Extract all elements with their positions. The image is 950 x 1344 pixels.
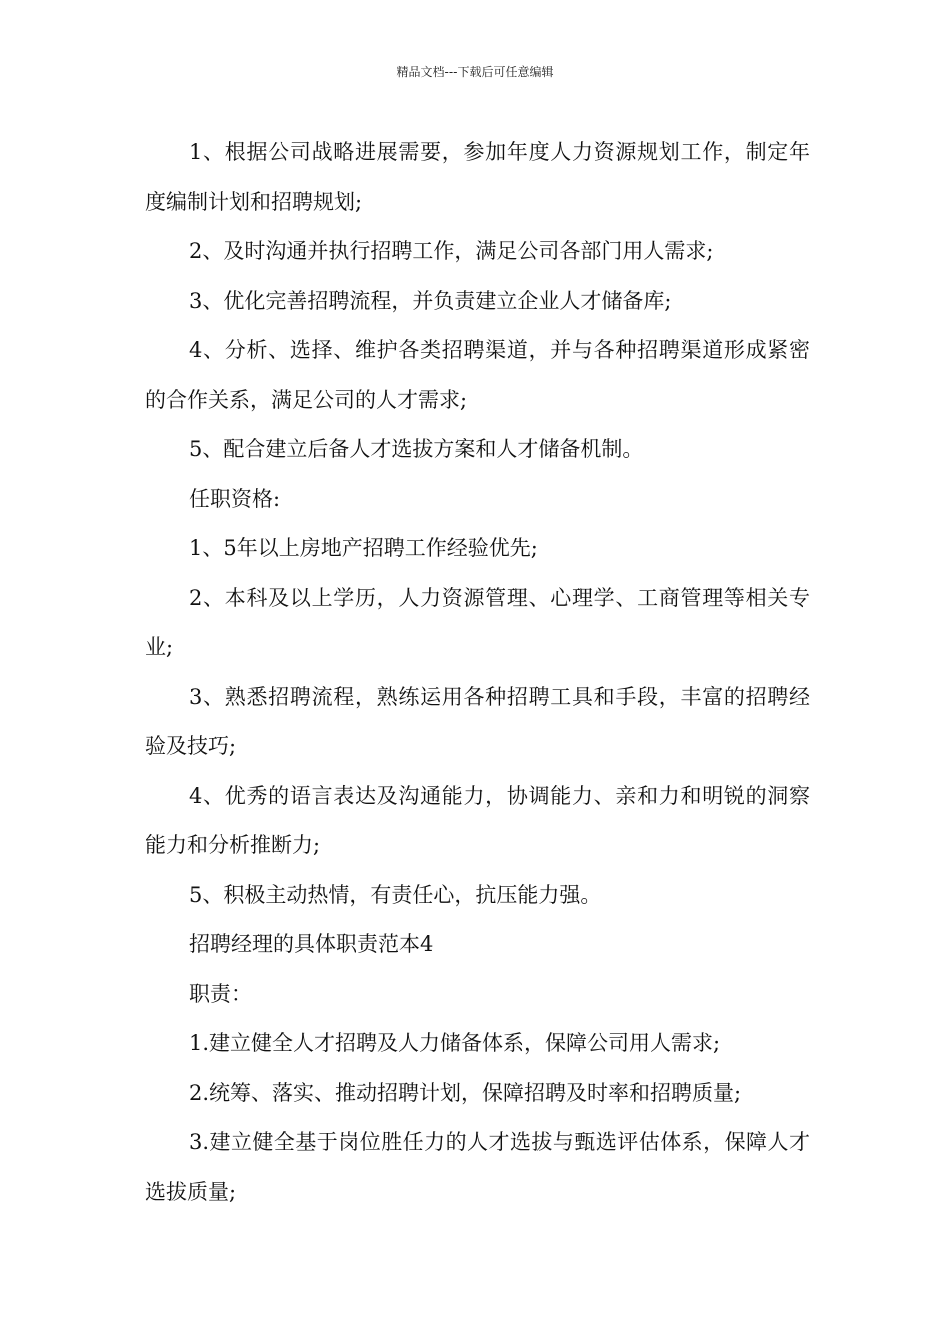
paragraph-qualification-2: 2、本科及以上学历，人力资源管理、心理学、工商管理等相关专业; [145, 585, 810, 659]
paragraph-duty-3: 3、优化完善招聘流程，并负责建立企业人才储备库; [189, 288, 672, 313]
section-heading-duties: 职责： [189, 981, 252, 1006]
paragraph-qualification-5: 5、积极主动热情，有责任心，抗压能力强。 [189, 882, 602, 907]
paragraph-sample4-duty-1: 1.建立健全人才招聘及人力储备体系，保障公司用人需求; [189, 1031, 721, 1055]
paragraph-duty-4: 4、分析、选择、维护各类招聘渠道，并与各种招聘渠道形成紧密的合作关系，满足公司的人才需求; [145, 338, 810, 412]
paragraph-sample4-duty-3: 3.建立健全基于岗位胜任力的人才选拔与甄选评估体系，保障人才选拔质量; [145, 1130, 810, 1204]
paragraph-duty-1: 1、根据公司战略进展需要，参加年度人力资源规划工作，制定年度编制计划和招聘规划; [145, 140, 810, 214]
paragraph-qualification-4: 4、优秀的语言表达及沟通能力，协调能力、亲和力和明锐的洞察能力和分析推断力; [145, 783, 810, 857]
document-body [145, 128, 810, 1217]
paragraph-sample4-duty-2: 2.统筹、落实、推动招聘计划，保障招聘及时率和招聘质量; [189, 1080, 742, 1105]
section-heading-qualifications: 任职资格: [189, 486, 281, 511]
paragraph-duty-2: 2、及时沟通并执行招聘工作，满足公司各部门用人需求; [189, 239, 714, 263]
page-header: 精品文档---下载后可任意编辑 [396, 65, 554, 79]
paragraph-qualification-3: 3、熟悉招聘流程，熟练运用各种招聘工具和手段，丰富的招聘经验及技巧; [145, 684, 810, 758]
section-heading-sample-4: 招聘经理的具体职责范本4 [189, 932, 434, 956]
paragraph-qualification-1: 1、5年以上房地产招聘工作经验优先; [189, 536, 538, 560]
paragraph-duty-5: 5、配合建立后备人才选拔方案和人才储备机制。 [189, 437, 644, 461]
